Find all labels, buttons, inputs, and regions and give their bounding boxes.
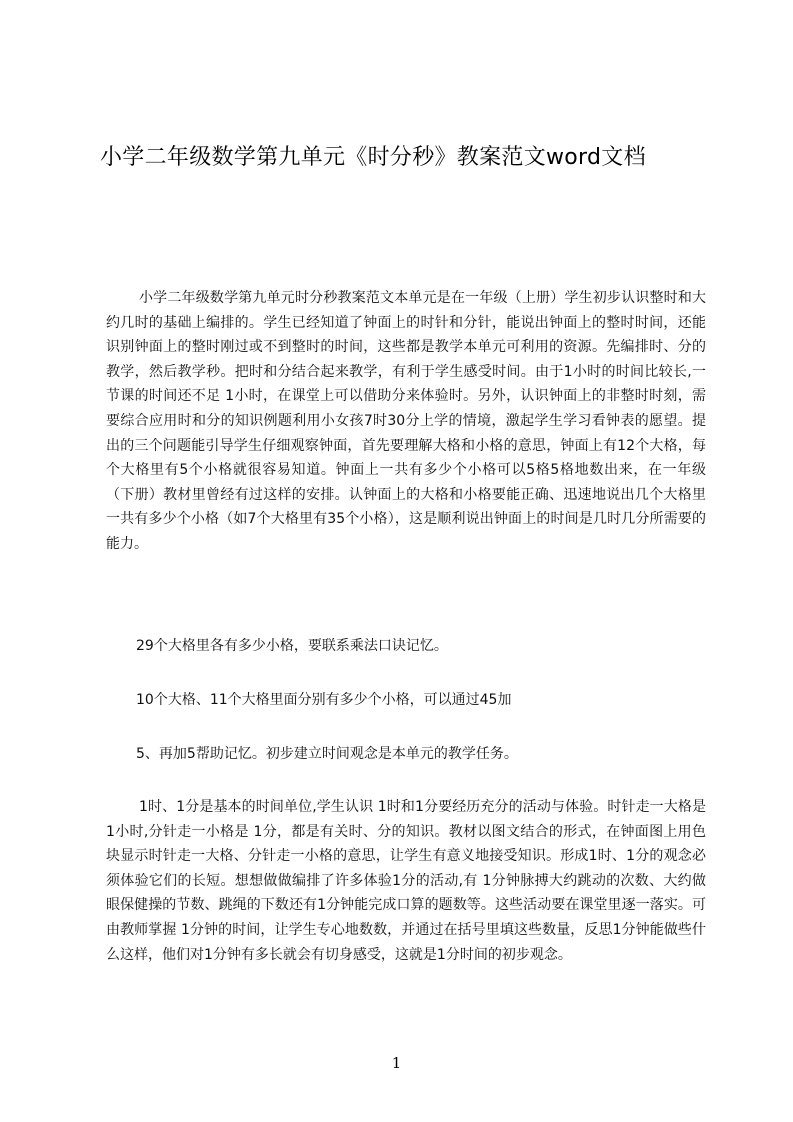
paragraph-grid-sum: 10个大格、11个大格里面分别有多少个小格，可以通过45加 <box>136 692 512 708</box>
document-title: 小学二年级数学第九单元《时分秒》教案范文word文档 <box>100 145 646 170</box>
page-number: 1 <box>391 1054 402 1072</box>
paragraph-time-concept: 5、再加5帮助记忆。初步建立时间观念是本单元的教学任务。 <box>136 746 518 762</box>
paragraph-intro: 小学二年级数学第九单元时分秒教案范文本单元是在一年级（上册）学生初步认识整时和大约几时的基础上编排的。学生已经知道了钟面上的时针和分针，能说出钟面上的整时时间，还能识别钟面上的整时刚过或不到整时的时间，这些都是教学本单元可利用的资源。先编排时、分的教学，然后教学秒。把时和分结合起来教学，有利于学生感受时间。由于1小时的时间比较长,一节课的时间还不足 1小时，在课堂上可以借助分来体验时。另外，认识钟面上的非整时时刻，需要综合应用时和分的知识例题利用小女孩7时30分上学的情境，激起学生学习看钟表的愿望。提出的三个问题能引导学生仔细观察钟面，首先要理解大格和小格的意思，钟面上有12个大格，每个大格里有5个小格就很容易知道。钟面上一共有多少个小格可以5格5格地数出来，在一年级（下册）教材里曾经有过这样的安排。认钟面上的大格和小格要能正确、迅速地说出几个大格里一共有多少个小格（如7个大格里有35个小格），这是顺利说出钟面上的时间是几时几分所需要的能力。 <box>106 290 706 552</box>
paragraph-minute-experience: 1时、1分是基本的时间单位,学生认识 1时和1分要经历充分的活动与体验。时针走一大格是1小时,分针走一小格是 1分，都是有关时、分的知识。教材以图文结合的形式，在钟面图上用色块显示时针走一大格、分针走一小格的意思，让学生有意义地接受知识。形成1时、1分的观念必须体验它们的长短。想想做做编排了许多体验1分的活动,有 1分钟脉搏大约跳动的次数、大约做眼保健操的节数、跳绳的下数还有1分钟能完成口算的题数等。这些活动要在课堂里逐一落实。可由教师掌握 1分钟的时间，让学生专心地数数，并通过在括号里填这些数量，反思1分钟能做些什么这样，他们对1分钟有多长就会有切身感受，这就是1分时间的初步观念。 <box>106 799 706 963</box>
paragraph-grid-count: 29个大格里各有多少小格，要联系乘法口诀记忆。 <box>136 638 448 654</box>
